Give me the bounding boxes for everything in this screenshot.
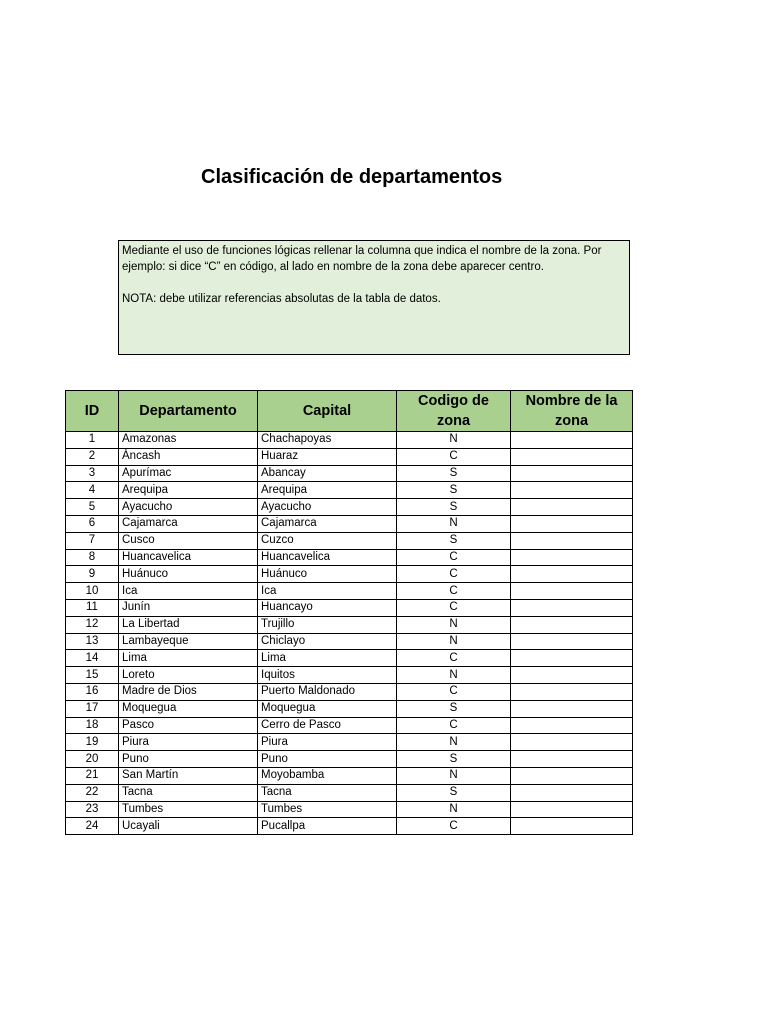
cell-capital[interactable]: Tacna xyxy=(258,784,397,801)
cell-nombre-zona[interactable] xyxy=(511,767,633,784)
cell-capital[interactable]: Ayacucho xyxy=(258,499,397,516)
cell-departamento[interactable]: Madre de Dios xyxy=(119,683,258,700)
cell-codigo-zona[interactable]: N xyxy=(397,767,511,784)
cell-departamento[interactable]: Puno xyxy=(119,751,258,768)
table-row xyxy=(66,616,633,633)
cell-nombre-zona[interactable] xyxy=(511,549,633,566)
table-row xyxy=(66,599,633,616)
cell-capital[interactable]: Huancayo xyxy=(258,599,397,616)
cell-nombre-zona[interactable] xyxy=(511,583,633,600)
cell-id[interactable]: 17 xyxy=(66,700,119,717)
cell-departamento[interactable]: Lima xyxy=(119,650,258,667)
cell-departamento[interactable]: Huancavelica xyxy=(119,549,258,566)
cell-id[interactable]: 24 xyxy=(66,818,119,835)
cell-capital[interactable]: Huancavelica xyxy=(258,549,397,566)
cell-codigo-zona[interactable]: N xyxy=(397,432,511,449)
cell-id[interactable]: 19 xyxy=(66,734,119,751)
cell-departamento[interactable]: Lambayeque xyxy=(119,633,258,650)
cell-nombre-zona[interactable] xyxy=(511,667,633,684)
cell-codigo-zona[interactable]: C xyxy=(397,683,511,700)
cell-departamento[interactable]: Arequipa xyxy=(119,482,258,499)
cell-codigo-zona[interactable]: S xyxy=(397,784,511,801)
table-row xyxy=(66,499,633,516)
cell-departamento[interactable]: Ucayali xyxy=(119,818,258,835)
cell-nombre-zona[interactable] xyxy=(511,751,633,768)
cell-departamento[interactable]: Cajamarca xyxy=(119,515,258,532)
cell-id[interactable]: 2 xyxy=(66,448,119,465)
cell-departamento[interactable]: Moquegua xyxy=(119,700,258,717)
table-row xyxy=(66,549,633,566)
table-row xyxy=(66,667,633,684)
header-departamento[interactable]: Departamento xyxy=(119,391,258,432)
table-row xyxy=(66,801,633,818)
table-row xyxy=(66,784,633,801)
table-body xyxy=(66,432,633,835)
cell-nombre-zona[interactable] xyxy=(511,599,633,616)
cell-capital[interactable]: Huánuco xyxy=(258,566,397,583)
cell-capital[interactable]: Arequipa xyxy=(258,482,397,499)
cell-codigo-zona[interactable]: C xyxy=(397,583,511,600)
cell-codigo-zona[interactable]: N xyxy=(397,801,511,818)
cell-capital[interactable]: Puerto Maldonado xyxy=(258,683,397,700)
cell-capital[interactable]: Abancay xyxy=(258,465,397,482)
cell-id[interactable]: 18 xyxy=(66,717,119,734)
cell-codigo-zona[interactable]: S xyxy=(397,751,511,768)
cell-capital[interactable]: Iquitos xyxy=(258,667,397,684)
cell-nombre-zona[interactable] xyxy=(511,482,633,499)
cell-nombre-zona[interactable] xyxy=(511,515,633,532)
cell-id[interactable]: 6 xyxy=(66,515,119,532)
cell-codigo-zona[interactable]: S xyxy=(397,499,511,516)
cell-id[interactable]: 7 xyxy=(66,532,119,549)
cell-codigo-zona[interactable]: S xyxy=(397,532,511,549)
cell-id[interactable]: 11 xyxy=(66,599,119,616)
cell-nombre-zona[interactable] xyxy=(511,448,633,465)
table-row xyxy=(66,717,633,734)
cell-capital[interactable]: Moquegua xyxy=(258,700,397,717)
cell-nombre-zona[interactable] xyxy=(511,532,633,549)
cell-codigo-zona[interactable]: N xyxy=(397,667,511,684)
table-row xyxy=(66,583,633,600)
cell-departamento[interactable]: Apurímac xyxy=(119,465,258,482)
cell-capital[interactable]: Cajamarca xyxy=(258,515,397,532)
table-row xyxy=(66,432,633,449)
table-row xyxy=(66,633,633,650)
cell-codigo-zona[interactable]: S xyxy=(397,465,511,482)
cell-capital[interactable]: Moyobamba xyxy=(258,767,397,784)
cell-id[interactable]: 4 xyxy=(66,482,119,499)
cell-nombre-zona[interactable] xyxy=(511,650,633,667)
table-row xyxy=(66,650,633,667)
cell-id[interactable]: 21 xyxy=(66,767,119,784)
cell-capital[interactable]: Ica xyxy=(258,583,397,600)
cell-codigo-zona[interactable]: C xyxy=(397,549,511,566)
cell-capital[interactable]: Trujillo xyxy=(258,616,397,633)
instructions-note: NOTA: debe utilizar referencias absolutas de la tabla de datos. xyxy=(122,293,441,305)
table-row xyxy=(66,566,633,583)
cell-departamento[interactable]: San Martín xyxy=(119,767,258,784)
table-row xyxy=(66,751,633,768)
cell-nombre-zona[interactable] xyxy=(511,616,633,633)
cell-departamento[interactable]: La Libertad xyxy=(119,616,258,633)
cell-departamento[interactable]: Ayacucho xyxy=(119,499,258,516)
header-id[interactable]: ID xyxy=(66,391,119,432)
cell-id[interactable]: 12 xyxy=(66,616,119,633)
cell-nombre-zona[interactable] xyxy=(511,499,633,516)
cell-departamento[interactable]: Tacna xyxy=(119,784,258,801)
cell-nombre-zona[interactable] xyxy=(511,784,633,801)
cell-capital[interactable]: Lima xyxy=(258,650,397,667)
table-row xyxy=(66,482,633,499)
cell-id[interactable]: 3 xyxy=(66,465,119,482)
cell-id[interactable]: 9 xyxy=(66,566,119,583)
cell-id[interactable]: 15 xyxy=(66,667,119,684)
cell-id[interactable]: 23 xyxy=(66,801,119,818)
cell-codigo-zona[interactable]: C xyxy=(397,818,511,835)
cell-departamento[interactable]: Cusco xyxy=(119,532,258,549)
cell-capital[interactable]: Chiclayo xyxy=(258,633,397,650)
cell-departamento[interactable]: Piura xyxy=(119,734,258,751)
cell-codigo-zona[interactable]: C xyxy=(397,650,511,667)
table-row xyxy=(66,700,633,717)
table-row xyxy=(66,515,633,532)
cell-nombre-zona[interactable] xyxy=(511,734,633,751)
cell-codigo-zona[interactable]: S xyxy=(397,700,511,717)
cell-codigo-zona[interactable]: N xyxy=(397,616,511,633)
cell-capital[interactable]: Pucallpa xyxy=(258,818,397,835)
cell-id[interactable]: 14 xyxy=(66,650,119,667)
table-row xyxy=(66,532,633,549)
cell-departamento[interactable]: Tumbes xyxy=(119,801,258,818)
cell-id[interactable]: 5 xyxy=(66,499,119,516)
cell-nombre-zona[interactable] xyxy=(511,818,633,835)
cell-capital[interactable]: Puno xyxy=(258,751,397,768)
header-nombre-zona[interactable]: Nombre de la zona xyxy=(511,391,633,432)
cell-departamento[interactable]: Ica xyxy=(119,583,258,600)
header-codigo-zona[interactable]: Codigo de zona xyxy=(397,391,511,432)
cell-codigo-zona[interactable]: C xyxy=(397,599,511,616)
cell-capital[interactable]: Chachapoyas xyxy=(258,432,397,449)
instructions-box xyxy=(118,240,630,355)
cell-departamento[interactable]: Áncash xyxy=(119,448,258,465)
table-row xyxy=(66,448,633,465)
cell-codigo-zona[interactable]: N xyxy=(397,633,511,650)
cell-capital[interactable]: Tumbes xyxy=(258,801,397,818)
cell-id[interactable]: 22 xyxy=(66,784,119,801)
cell-id[interactable]: 1 xyxy=(66,432,119,449)
cell-codigo-zona[interactable]: S xyxy=(397,482,511,499)
table-row xyxy=(66,683,633,700)
table-row xyxy=(66,734,633,751)
cell-departamento[interactable]: Amazonas xyxy=(119,432,258,449)
cell-codigo-zona[interactable]: C xyxy=(397,566,511,583)
cell-capital[interactable]: Piura xyxy=(258,734,397,751)
cell-id[interactable]: 10 xyxy=(66,583,119,600)
header-capital[interactable]: Capital xyxy=(258,391,397,432)
cell-nombre-zona[interactable] xyxy=(511,633,633,650)
table-row xyxy=(66,465,633,482)
cell-departamento[interactable]: Pasco xyxy=(119,717,258,734)
cell-nombre-zona[interactable] xyxy=(511,465,633,482)
table-row xyxy=(66,767,633,784)
cell-id[interactable]: 20 xyxy=(66,751,119,768)
cell-capital[interactable]: Huaraz xyxy=(258,448,397,465)
cell-nombre-zona[interactable] xyxy=(511,432,633,449)
instructions-text: Mediante el uso de funciones lógicas rellenar la columna que indica el nombre de la zona. Por ejemplo: si dice “C” en código, al lado en nombre de la zona debe aparecer centro. xyxy=(122,245,602,273)
cell-nombre-zona[interactable] xyxy=(511,801,633,818)
page-title: Clasificación de departamentos xyxy=(201,166,503,188)
cell-departamento[interactable]: Huánuco xyxy=(119,566,258,583)
cell-nombre-zona[interactable] xyxy=(511,683,633,700)
cell-codigo-zona[interactable]: N xyxy=(397,515,511,532)
cell-id[interactable]: 16 xyxy=(66,683,119,700)
cell-capital[interactable]: Cuzco xyxy=(258,532,397,549)
table-row xyxy=(66,818,633,835)
cell-id[interactable]: 13 xyxy=(66,633,119,650)
cell-id[interactable]: 8 xyxy=(66,549,119,566)
cell-nombre-zona[interactable] xyxy=(511,717,633,734)
cell-departamento[interactable]: Junín xyxy=(119,599,258,616)
cell-capital[interactable]: Cerro de Pasco xyxy=(258,717,397,734)
cell-codigo-zona[interactable]: C xyxy=(397,448,511,465)
departments-table xyxy=(65,390,633,835)
cell-departamento[interactable]: Loreto xyxy=(119,667,258,684)
cell-codigo-zona[interactable]: N xyxy=(397,734,511,751)
cell-nombre-zona[interactable] xyxy=(511,566,633,583)
cell-nombre-zona[interactable] xyxy=(511,700,633,717)
cell-codigo-zona[interactable]: C xyxy=(397,717,511,734)
header-row xyxy=(66,391,633,432)
